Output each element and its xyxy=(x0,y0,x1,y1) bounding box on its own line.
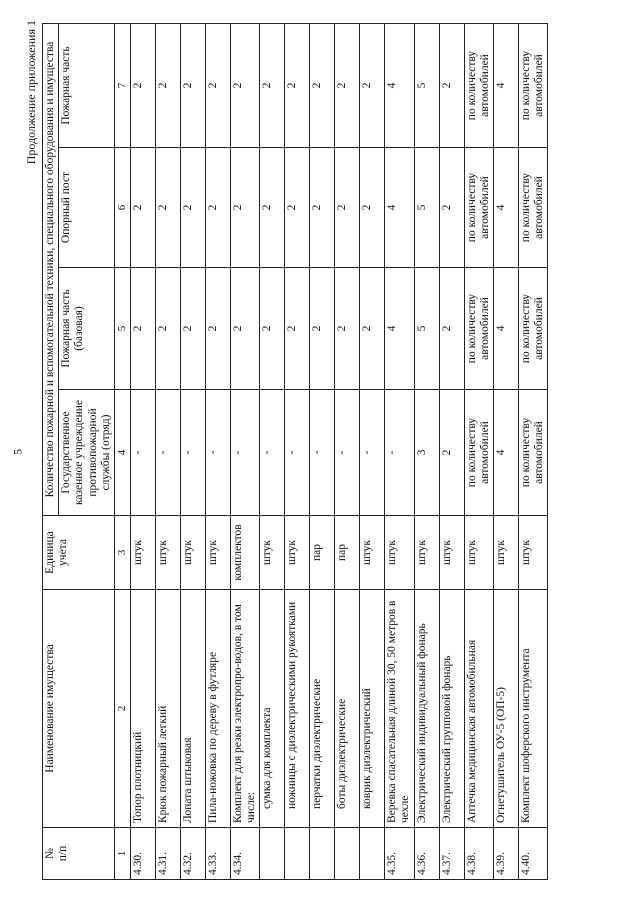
item-name: Электрический индивидуальный фонарь xyxy=(414,590,439,828)
row-number: 4.34. xyxy=(230,828,259,880)
item-name: боты диэлектрические xyxy=(335,590,360,828)
qty-base-fire-station: 2 xyxy=(360,268,385,390)
qty-fire-station: 2 xyxy=(180,24,205,148)
qty-fire-station: 5 xyxy=(414,24,439,148)
item-name: сумка для комплекта xyxy=(260,590,285,828)
qty-support-post: 2 xyxy=(260,148,285,268)
header-col5: Пожарная часть (базовая) xyxy=(59,268,115,390)
table-row xyxy=(310,24,335,880)
qty-base-fire-station: по количеству автомобилей xyxy=(519,268,548,390)
qty-fire-station: 2 xyxy=(310,24,335,148)
header-name: Наименование имущества xyxy=(43,590,115,828)
qty-support-post: 4 xyxy=(494,148,519,268)
item-unit: штук xyxy=(494,516,519,590)
column-number: 6 xyxy=(115,148,131,268)
header-group: Количество пожарной и вспомогательной техники, специального оборудования и имущества xyxy=(43,24,59,516)
qty-detachment: - xyxy=(285,390,310,516)
qty-detachment: 3 xyxy=(414,390,439,516)
item-name: Пила-ножовка по дереву в футляре xyxy=(205,590,230,828)
row-number: 4.37. xyxy=(439,828,464,880)
item-unit: штук xyxy=(439,516,464,590)
item-unit: штук xyxy=(260,516,285,590)
row-number: 4.36. xyxy=(414,828,439,880)
item-name: Крюк пожарный легкий xyxy=(155,590,180,828)
qty-fire-station: по количеству автомобилей xyxy=(519,24,548,148)
qty-base-fire-station: 2 xyxy=(285,268,310,390)
table-row xyxy=(260,24,285,880)
row-number xyxy=(260,828,285,880)
table-row xyxy=(130,24,155,880)
item-unit: пар xyxy=(310,516,335,590)
qty-base-fire-station: 2 xyxy=(180,268,205,390)
item-unit: пар xyxy=(335,516,360,590)
qty-fire-station: 2 xyxy=(205,24,230,148)
row-number xyxy=(285,828,310,880)
appendix-caption: Продолжение приложения 1 xyxy=(24,20,38,165)
table-row xyxy=(414,24,439,880)
qty-fire-station: 2 xyxy=(335,24,360,148)
row-number: 4.33. xyxy=(205,828,230,880)
qty-detachment: - xyxy=(360,390,385,516)
qty-detachment: - xyxy=(230,390,259,516)
item-unit: штук xyxy=(519,516,548,590)
column-number: 7 xyxy=(115,24,131,148)
qty-fire-station: 2 xyxy=(155,24,180,148)
qty-base-fire-station: 2 xyxy=(130,268,155,390)
qty-detachment: - xyxy=(335,390,360,516)
table-row xyxy=(385,24,414,880)
qty-support-post: 2 xyxy=(285,148,310,268)
row-number: 4.39. xyxy=(494,828,519,880)
table-row xyxy=(205,24,230,880)
table-row xyxy=(230,24,259,880)
qty-detachment: по количеству автомобилей xyxy=(464,390,493,516)
rotated-page xyxy=(20,12,620,892)
table-row xyxy=(180,24,205,880)
qty-detachment: 4 xyxy=(494,390,519,516)
header-unit: Единица учета xyxy=(43,516,115,590)
qty-fire-station: 2 xyxy=(130,24,155,148)
qty-base-fire-station: 2 xyxy=(230,268,259,390)
table-row xyxy=(285,24,310,880)
item-unit: штук xyxy=(385,516,414,590)
header-col4: Государственное казенное учреждение противопожарной службы (отряд) xyxy=(59,390,115,516)
item-name: Комплект шоферского инструмента xyxy=(519,590,548,828)
row-number: 4.38. xyxy=(464,828,493,880)
table-row xyxy=(494,24,519,880)
item-name: Веревка спасательная длиной 30, 50 метров в чехле xyxy=(385,590,414,828)
qty-support-post: по количеству автомобилей xyxy=(519,148,548,268)
row-number xyxy=(310,828,335,880)
item-unit: штук xyxy=(414,516,439,590)
qty-detachment: - xyxy=(130,390,155,516)
qty-base-fire-station: 2 xyxy=(439,268,464,390)
table-row xyxy=(155,24,180,880)
qty-fire-station: 2 xyxy=(439,24,464,148)
table-row xyxy=(360,24,385,880)
item-unit: штук xyxy=(155,516,180,590)
item-unit: штук xyxy=(360,516,385,590)
column-number: 2 xyxy=(115,590,131,828)
qty-support-post: 2 xyxy=(180,148,205,268)
header-col6: Опорный пост xyxy=(59,148,115,268)
qty-detachment: - xyxy=(385,390,414,516)
row-number: 4.32. xyxy=(180,828,205,880)
qty-fire-station: 4 xyxy=(385,24,414,148)
qty-support-post: 2 xyxy=(230,148,259,268)
row-number: 4.31. xyxy=(155,828,180,880)
qty-base-fire-station: 2 xyxy=(260,268,285,390)
table-row xyxy=(519,24,548,880)
item-name: Электрический групповой фонарь xyxy=(439,590,464,828)
qty-base-fire-station: 5 xyxy=(414,268,439,390)
item-name: перчатки диэлектрические xyxy=(310,590,335,828)
qty-base-fire-station: 2 xyxy=(310,268,335,390)
header-col7: Пожарная часть xyxy=(59,24,115,148)
column-number: 1 xyxy=(115,828,131,880)
qty-detachment: - xyxy=(260,390,285,516)
item-name: Огнетушитель ОУ-5 (ОП-5) xyxy=(494,590,519,828)
qty-support-post: 2 xyxy=(205,148,230,268)
row-number xyxy=(360,828,385,880)
item-unit: штук xyxy=(464,516,493,590)
qty-support-post: 2 xyxy=(155,148,180,268)
item-unit: штук xyxy=(130,516,155,590)
qty-base-fire-station: 2 xyxy=(155,268,180,390)
item-unit: комплектов xyxy=(230,516,259,590)
qty-detachment: - xyxy=(155,390,180,516)
column-number: 4 xyxy=(115,390,131,516)
header-num: № п/п xyxy=(43,828,115,880)
qty-base-fire-station: 4 xyxy=(494,268,519,390)
qty-support-post: 2 xyxy=(439,148,464,268)
qty-fire-station: 2 xyxy=(360,24,385,148)
item-name: Лопата штыковая xyxy=(180,590,205,828)
qty-detachment: - xyxy=(205,390,230,516)
qty-detachment: - xyxy=(180,390,205,516)
item-name: Аптечка медицинская автомобильная xyxy=(464,590,493,828)
qty-support-post: 2 xyxy=(310,148,335,268)
qty-detachment: по количеству автомобилей xyxy=(519,390,548,516)
qty-base-fire-station: 4 xyxy=(385,268,414,390)
column-number: 3 xyxy=(115,516,131,590)
item-name: Комплект для резки электропро-водов, в том числе: xyxy=(230,590,259,828)
table-row xyxy=(464,24,493,880)
item-unit: штук xyxy=(180,516,205,590)
row-number: 4.40. xyxy=(519,828,548,880)
qty-base-fire-station: 2 xyxy=(205,268,230,390)
equipment-table xyxy=(42,23,548,880)
table-row xyxy=(439,24,464,880)
item-name: коврик диэлектрический xyxy=(360,590,385,828)
qty-fire-station: 4 xyxy=(494,24,519,148)
qty-fire-station: 2 xyxy=(230,24,259,148)
row-number: 4.30. xyxy=(130,828,155,880)
qty-support-post: 2 xyxy=(335,148,360,268)
qty-support-post: 5 xyxy=(414,148,439,268)
qty-support-post: 2 xyxy=(360,148,385,268)
qty-base-fire-station: 2 xyxy=(335,268,360,390)
qty-support-post: 4 xyxy=(385,148,414,268)
item-unit: штук xyxy=(285,516,310,590)
qty-detachment: - xyxy=(310,390,335,516)
table-row xyxy=(335,24,360,880)
item-unit: штук xyxy=(205,516,230,590)
qty-support-post: по количеству автомобилей xyxy=(464,148,493,268)
qty-fire-station: 2 xyxy=(260,24,285,148)
column-number: 5 xyxy=(115,268,131,390)
qty-fire-station: по количеству автомобилей xyxy=(464,24,493,148)
page-number: 5 xyxy=(10,449,25,455)
item-name: Топор плотницкий xyxy=(130,590,155,828)
qty-base-fire-station: по количеству автомобилей xyxy=(464,268,493,390)
row-number xyxy=(335,828,360,880)
item-name: ножницы с диэлектрическими рукоятками xyxy=(285,590,310,828)
qty-fire-station: 2 xyxy=(285,24,310,148)
qty-support-post: 2 xyxy=(130,148,155,268)
row-number: 4.35. xyxy=(385,828,414,880)
qty-detachment: 2 xyxy=(439,390,464,516)
